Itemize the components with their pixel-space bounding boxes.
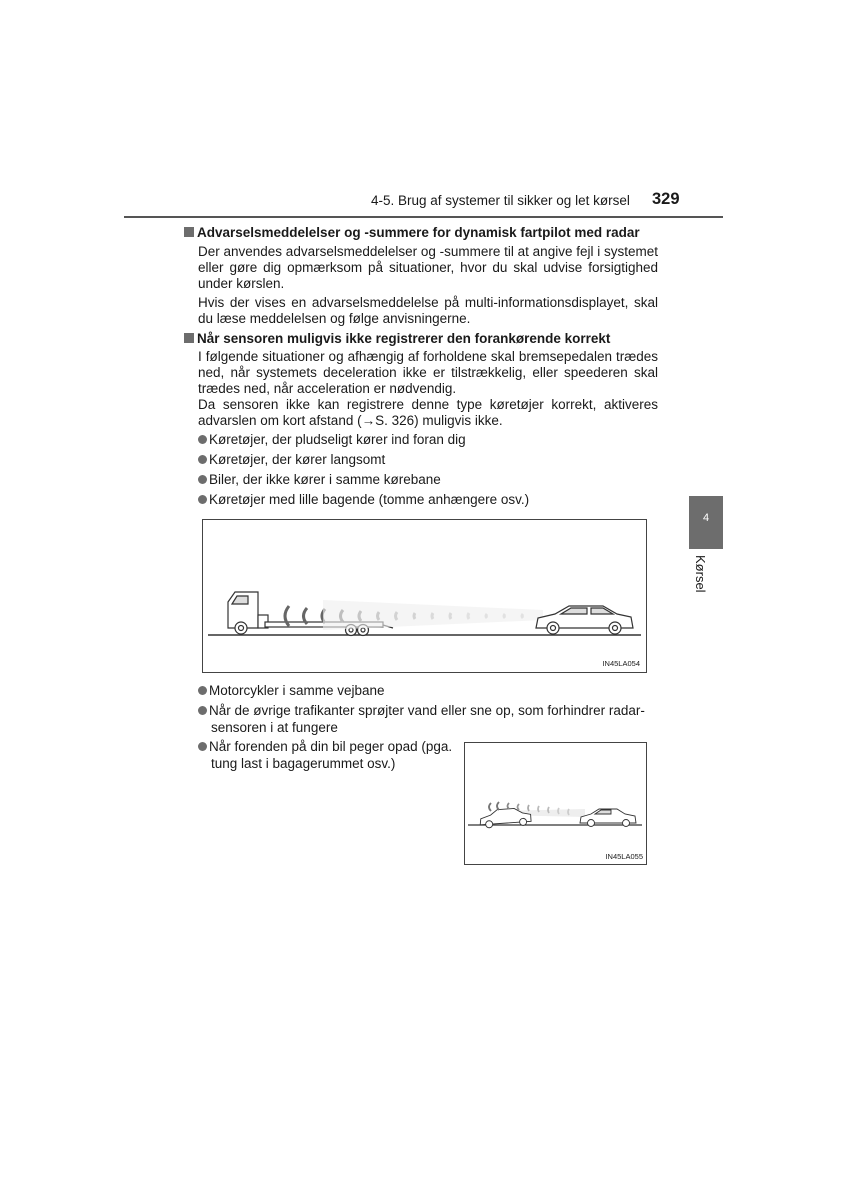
truck-icon [228, 592, 268, 634]
chapter-number: 4 [702, 512, 710, 524]
illustration-nose-up [464, 742, 647, 865]
section-heading-text: Når sensoren muligvis ikke registrerer den forankørende korrekt [197, 331, 611, 346]
text-line: advarslen om kort afstand (→S. 326) muligvis ikke. [198, 413, 503, 428]
bullet-text: Når forenden på din bil peger opad (pga. [209, 739, 453, 754]
text-line: Der anvendes advarselsmeddelelser og -summere til at angive fejl i systemet [198, 244, 658, 259]
round-bullet-icon [198, 475, 207, 484]
section-heading-warnings [184, 225, 640, 241]
bullet-item [198, 471, 441, 488]
text-line: Da sensoren ikke kan registrere denne type køretøjer korrekt, aktiveres [198, 397, 658, 412]
bullet-item [198, 491, 529, 508]
figure-code: IN45LA055 [605, 852, 643, 861]
bullet-text: Motorcykler i samme vejbane [209, 683, 385, 698]
trailer-scene-svg [203, 520, 646, 672]
chapter-label: Kørsel [693, 555, 708, 593]
paragraph-sensor-intro [198, 349, 658, 429]
bullet-line [198, 702, 662, 719]
chapter-tab [689, 496, 723, 549]
text-line: trædes ned, når acceleration er nødvendig. [198, 381, 457, 396]
bullet-text: Biler, der ikke kører i samme kørebane [209, 472, 441, 487]
bullet-line: sensoren i at fungere [211, 720, 338, 735]
header-rule [124, 216, 723, 218]
round-bullet-icon [198, 455, 207, 464]
square-bullet-icon [184, 333, 194, 343]
paragraph-warnings-intro [198, 244, 658, 292]
car-icon [536, 606, 633, 634]
running-header-section: 4-5. Brug af systemer til sikker og let kørsel [371, 193, 630, 208]
paragraph-warnings-display [198, 295, 658, 327]
bullet-item [198, 702, 662, 736]
text-line: eller gøre dig opmærksom på situationer, hvor du skal udvise forsigtighed [198, 260, 658, 275]
round-bullet-icon [198, 706, 207, 715]
bullet-item [198, 682, 385, 699]
bullet-line: tung last i bagagerummet osv.) [211, 756, 396, 771]
text-line: under kørslen. [198, 276, 285, 291]
bullet-text: Køretøjer, der pludseligt kører ind foran dig [209, 432, 466, 447]
text-line: ned, når systemets deceleration ikke er tilstrækkelig, eller speederen skal [198, 365, 658, 380]
round-bullet-icon [198, 742, 207, 751]
section-heading-text: Advarselsmeddelelser og -summere for dynamisk fartpilot med radar [197, 225, 640, 240]
figure-code: IN45LA054 [602, 659, 640, 668]
round-bullet-icon [198, 686, 207, 695]
bullet-line [198, 738, 452, 755]
illustration-empty-trailer [202, 519, 647, 673]
bullet-text: Når de øvrige trafikanter sprøjter vand eller sne op, som forhindrer radar- [209, 703, 645, 718]
text-line: du læse meddelelsen og følge anvisningerne. [198, 311, 471, 326]
nose-up-scene-svg [465, 743, 646, 864]
bullet-item [198, 431, 466, 448]
bullet-item [198, 738, 452, 772]
bullet-text: Køretøjer med lille bagende (tomme anhængere osv.) [209, 492, 530, 507]
round-bullet-icon [198, 495, 207, 504]
text-line: I følgende situationer og afhængig af forholdene skal bremsepedalen trædes [198, 349, 658, 364]
square-bullet-icon [184, 227, 194, 237]
bullet-text: Køretøjer, der kører langsomt [209, 452, 386, 467]
text-line: Hvis der vises en advarselsmeddelelse på multi-informationsdisplayet, skal [198, 295, 658, 310]
page-number: 329 [652, 190, 680, 208]
section-heading-sensor [184, 331, 610, 347]
car-icon [580, 809, 636, 827]
bullet-item [198, 451, 385, 468]
round-bullet-icon [198, 435, 207, 444]
